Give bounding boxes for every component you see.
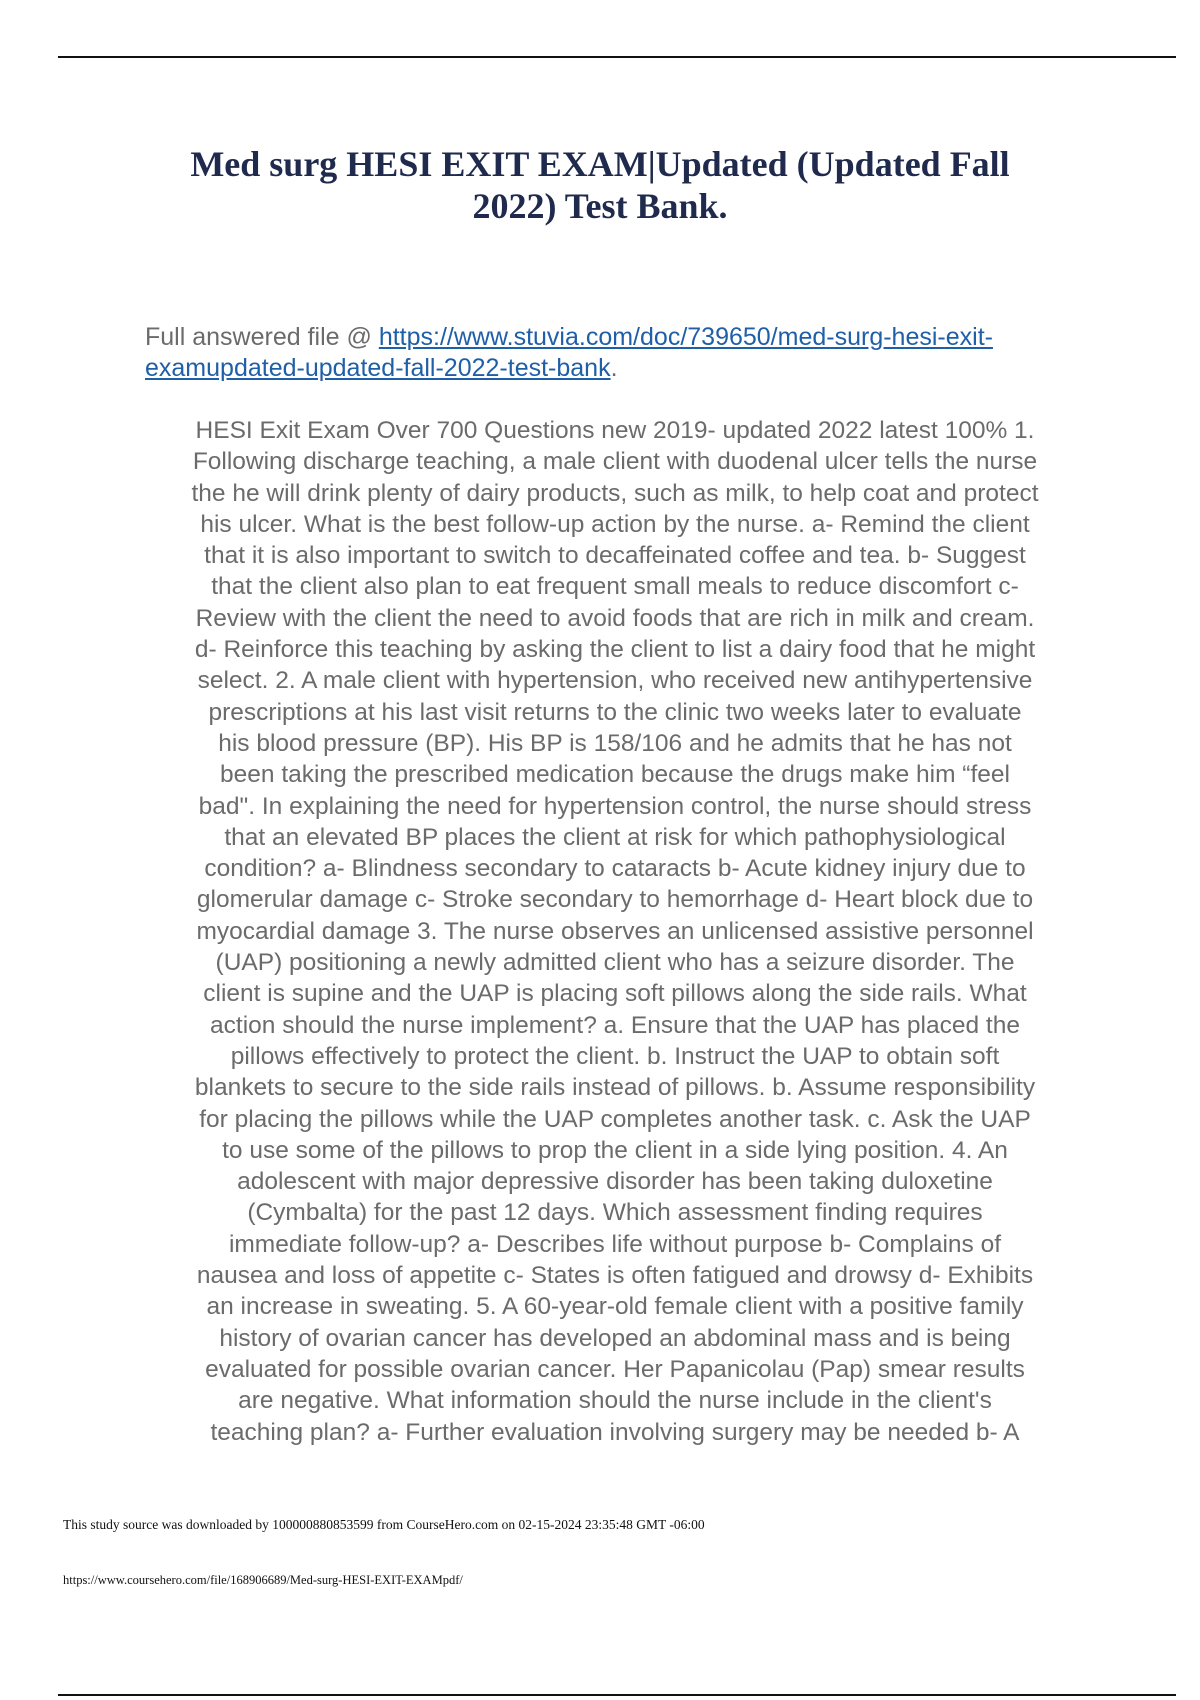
body-line: an increase in sweating. 5. A 60-year-old female client with a positive family — [206, 1293, 1024, 1321]
body-line: prescriptions at his last visit returns to the clinic two weeks later to evaluate — [208, 698, 1022, 726]
source-line — [145, 322, 1085, 384]
title-line-1: Med surg HESI EXIT EXAM|Updated (Updated Fall — [190, 144, 1010, 184]
source-suffix: . — [610, 354, 618, 382]
body-line: client is supine and the UAP is placing soft pillows along the side rails. What — [203, 980, 1027, 1008]
body-line: adolescent with major depressive disorder has been taking duloxetine — [237, 1168, 993, 1196]
body-line: select. 2. A male client with hypertension, who received new antihypertensive — [197, 667, 1033, 695]
body-line: glomerular damage c- Stroke secondary to hemorrhage d- Heart block due to — [196, 886, 1034, 914]
body-line: that an elevated BP places the client at risk for which pathophysiological — [224, 823, 1006, 851]
body-line: Following discharge teaching, a male client with duodenal ulcer tells the nurse — [192, 448, 1038, 476]
body-line: are negative. What information should the nurse include in the client's — [238, 1387, 992, 1415]
body-line: his blood pressure (BP). His BP is 158/106 and he admits that he has not — [218, 729, 1012, 757]
body-line: blankets to secure to the side rails instead of pillows. b. Assume responsibility — [194, 1074, 1036, 1102]
body-line: condition? a- Blindness secondary to cataracts b- Acute kidney injury due to — [204, 855, 1026, 883]
top-rule — [58, 56, 1176, 58]
body-line: HESI Exit Exam Over 700 Questions new 2019- updated 2022 latest 100% 1. — [195, 417, 1035, 444]
body-line: his ulcer. What is the best follow-up action by the nurse. a- Remind the client — [200, 510, 1030, 538]
body-line: Review with the client the need to avoid foods that are rich in milk and cream. — [195, 604, 1035, 632]
source-prefix: Full answered file @ — [145, 323, 379, 351]
body-line: evaluated for possible ovarian cancer. Her Papanicolau (Pap) smear results — [205, 1355, 1025, 1383]
body-line: teaching plan? a- Further evaluation involving surgery may be needed b- A — [210, 1418, 1020, 1446]
title-line-2: 2022) Test Bank. — [472, 186, 728, 226]
body-line: bad". In explaining the need for hypertension control, the nurse should stress — [198, 792, 1032, 820]
body-line: (Cymbalta) for the past 12 days. Which assessment finding requires — [247, 1199, 983, 1227]
body-line: the he will drink plenty of dairy products, such as milk, to help coat and protect — [191, 479, 1039, 507]
body-line: that the client also plan to eat frequent small meals to reduce discomfort c- — [211, 573, 1019, 601]
source-url: https://www.coursehero.com/file/168906689/Med-surg-HESI-EXIT-EXAMpdf/ — [63, 1573, 463, 1587]
body-line: d- Reinforce this teaching by asking the client to list a dairy food that he might — [194, 636, 1036, 664]
body-line: immediate follow-up? a- Describes life without purpose b- Complains of — [228, 1230, 1002, 1258]
bottom-rule — [58, 1694, 1176, 1696]
body-line: to use some of the pillows to prop the client in a side lying position. 4. An — [222, 1136, 1008, 1164]
document-body — [140, 415, 1090, 1448]
source-link-line-2: examupdated-updated-fall-2022-test-bank — [145, 354, 611, 382]
body-line: (UAP) positioning a newly admitted client who has a seizure disorder. The — [215, 949, 1015, 977]
body-line: pillows effectively to protect the client. b. Instruct the UAP to obtain soft — [230, 1042, 1000, 1070]
source-link-line-1: https://www.stuvia.com/doc/739650/med-surg-hesi-exit- — [378, 323, 993, 351]
document-title — [130, 143, 1070, 227]
body-line: nausea and loss of appetite c- States is often fatigued and drowsy d- Exhibits — [196, 1262, 1034, 1290]
body-line: for placing the pillows while the UAP completes another task. c. Ask the UAP — [199, 1105, 1031, 1133]
body-line: that it is also important to switch to decaffeinated coffee and tea. b- Suggest — [204, 542, 1026, 570]
body-line: history of ovarian cancer has developed an abdominal mass and is being — [219, 1324, 1011, 1352]
download-notice: This study source was downloaded by 100000880853599 from CourseHero.com on 02-15-2024 23:35:48 GMT -06:00 — [63, 1517, 705, 1532]
body-line: been taking the prescribed medication because the drugs make him “feel — [220, 761, 1010, 789]
body-line: action should the nurse implement? a. Ensure that the UAP has placed the — [210, 1011, 1020, 1039]
body-line: myocardial damage 3. The nurse observes an unlicensed assistive personnel — [196, 917, 1034, 945]
